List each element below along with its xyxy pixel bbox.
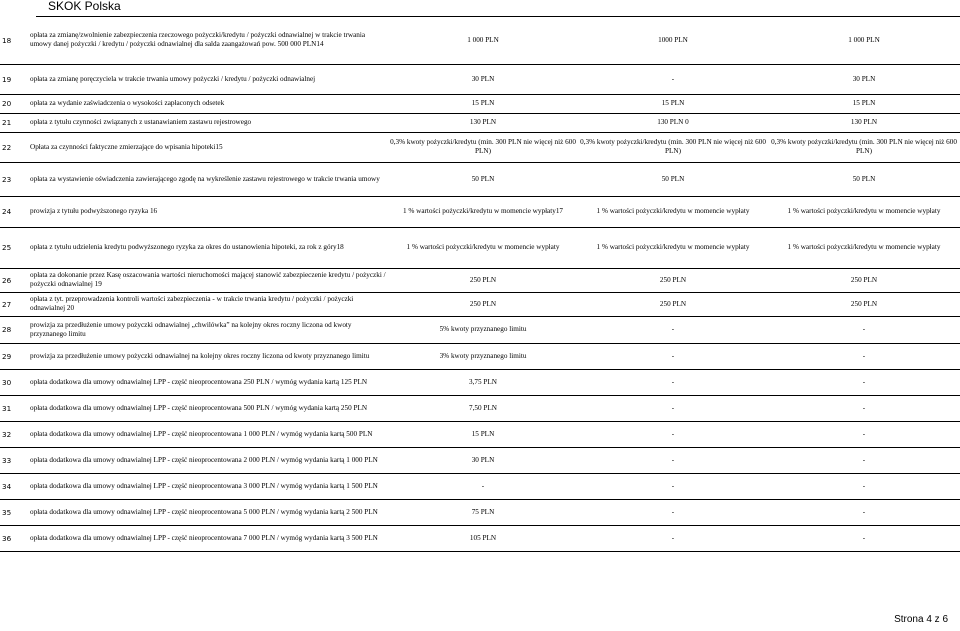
fee-value-2: 250 PLN — [578, 268, 768, 292]
fee-description: opłata za wystawienie oświadczenia zawierającego zgodę na wykreślenie zastawu rejestrowego w trakcie trwania umowy — [28, 162, 388, 196]
row-number: 25 — [0, 227, 28, 268]
row-number: 29 — [0, 343, 28, 369]
fee-value-1: 0,3% kwoty pożyczki/kredytu (min. 300 PLN nie więcej niż 600 PLN) — [388, 132, 578, 162]
fee-value-2: 0,3% kwoty pożyczki/kredytu (min. 300 PLN nie więcej niż 600 PLN) — [578, 132, 768, 162]
fee-value-3: 250 PLN — [768, 268, 960, 292]
table-row — [0, 268, 960, 292]
fee-value-1: 75 PLN — [388, 499, 578, 525]
fee-value-1: 30 PLN — [388, 447, 578, 473]
fee-description: opłata dodatkowa dla umowy odnawialnej LPP - część nieoprocentowana 7 000 PLN / wymóg wydania kartą 3 500 PLN — [28, 525, 388, 551]
row-number: 23 — [0, 162, 28, 196]
fee-value-2: - — [578, 343, 768, 369]
table-row — [0, 132, 960, 162]
table-row — [0, 94, 960, 113]
fee-value-1: 15 PLN — [388, 421, 578, 447]
row-number: 34 — [0, 473, 28, 499]
table-row — [0, 17, 960, 64]
fee-description: opłata za wydanie zaświadczenia o wysokości zapłaconych odsetek — [28, 94, 388, 113]
fee-value-3: 1 000 PLN — [768, 17, 960, 64]
table-row — [0, 343, 960, 369]
fee-description: Opłata za czynności faktyczne zmierzające do wpisania hipoteki15 — [28, 132, 388, 162]
header-title: SKOK Polska — [48, 0, 121, 13]
fee-value-1: 3,75 PLN — [388, 369, 578, 395]
fee-value-3: - — [768, 525, 960, 551]
fee-description: prowizja za przedłużenie umowy pożyczki odnawialnej na kolejny okres roczny liczona od kwoty przyznanego limitu — [28, 343, 388, 369]
fee-value-3: - — [768, 369, 960, 395]
fee-description: opłata dodatkowa dla umowy odnawialnej LPP - część nieoprocentowana 500 PLN / wymóg wydania kartą 250 PLN — [28, 395, 388, 421]
fee-value-3: 0,3% kwoty pożyczki/kredytu (min. 300 PLN nie więcej niż 600 PLN) — [768, 132, 960, 162]
row-number: 33 — [0, 447, 28, 473]
fee-value-2: 50 PLN — [578, 162, 768, 196]
fee-value-2: 1 % wartości pożyczki/kredytu w momencie wypłaty — [578, 227, 768, 268]
fee-value-1: 1 000 PLN — [388, 17, 578, 64]
fee-description: opłata za zmianę poręczyciela w trakcie trwania umowy pożyczki / kredytu / pożyczki odnawialnej — [28, 64, 388, 94]
fee-value-3: 15 PLN — [768, 94, 960, 113]
fee-value-3: - — [768, 447, 960, 473]
fee-description: opłata za dokonanie przez Kasę oszacowania wartości nieruchomości mającej stanowić zabezpieczenie kredytu / pożyczki / pożyczki odnawialnej 19 — [28, 268, 388, 292]
table-row — [0, 395, 960, 421]
fee-value-1: 130 PLN — [388, 113, 578, 132]
row-number: 30 — [0, 369, 28, 395]
fee-value-2: - — [578, 525, 768, 551]
table-row — [0, 292, 960, 316]
fee-description: prowizja za przedłużenie umowy pożyczki odnawialnej „chwilówka” na kolejny okres roczny liczona od kwoty przyznanego limitu — [28, 316, 388, 343]
fee-description: opłata z tyt. przeprowadzenia kontroli wartości zabezpieczenia - w trakcie trwania kredytu / pożyczki / pożyczki odnawialnej 20 — [28, 292, 388, 316]
fee-description: opłata z tytułu czynności związanych z ustanawianiem zastawu rejestrowego — [28, 113, 388, 132]
page-number: Strona 4 z 6 — [894, 614, 948, 625]
row-number: 19 — [0, 64, 28, 94]
fee-value-1: 30 PLN — [388, 64, 578, 94]
row-number: 18 — [0, 17, 28, 64]
fee-description: opłata z tytułu udzielenia kredytu podwyższonego ryzyka za okres do ustanowienia hipoteki, za rok z góry18 — [28, 227, 388, 268]
fee-value-1: 3% kwoty przyznanego limitu — [388, 343, 578, 369]
row-number: 22 — [0, 132, 28, 162]
fee-value-1: 250 PLN — [388, 292, 578, 316]
table-row — [0, 447, 960, 473]
table-row — [0, 64, 960, 94]
fee-value-3: - — [768, 316, 960, 343]
table-row — [0, 196, 960, 227]
row-number: 31 — [0, 395, 28, 421]
table-row — [0, 162, 960, 196]
fee-value-1: 1 % wartości pożyczki/kredytu w momencie wypłaty17 — [388, 196, 578, 227]
fee-value-3: - — [768, 421, 960, 447]
fee-description: prowizja z tytułu podwyższonego ryzyka 16 — [28, 196, 388, 227]
fee-description: opłata dodatkowa dla umowy odnawialnej LPP - część nieoprocentowana 3 000 PLN / wymóg wydania kartą 1 500 PLN — [28, 473, 388, 499]
table-row — [0, 525, 960, 551]
fee-value-1: - — [388, 473, 578, 499]
fee-value-3: - — [768, 473, 960, 499]
fee-value-3: - — [768, 499, 960, 525]
fee-value-1: 15 PLN — [388, 94, 578, 113]
fee-value-2: 15 PLN — [578, 94, 768, 113]
fee-value-2: - — [578, 369, 768, 395]
row-number: 28 — [0, 316, 28, 343]
page-header — [36, 0, 960, 17]
table-row — [0, 227, 960, 268]
page-footer — [894, 614, 948, 625]
table-row — [0, 113, 960, 132]
row-number: 20 — [0, 94, 28, 113]
row-number: 35 — [0, 499, 28, 525]
fee-value-3: 50 PLN — [768, 162, 960, 196]
fee-value-1: 5% kwoty przyznanego limitu — [388, 316, 578, 343]
table-row — [0, 499, 960, 525]
row-number: 32 — [0, 421, 28, 447]
fee-value-1: 1 % wartości pożyczki/kredytu w momencie wypłaty — [388, 227, 578, 268]
fee-value-3: 130 PLN — [768, 113, 960, 132]
fee-value-1: 7,50 PLN — [388, 395, 578, 421]
fee-description: opłata dodatkowa dla umowy odnawialnej LPP - część nieoprocentowana 5 000 PLN / wymóg wydania kartą 2 500 PLN — [28, 499, 388, 525]
fee-value-3: 250 PLN — [768, 292, 960, 316]
fee-value-2: - — [578, 499, 768, 525]
row-number: 27 — [0, 292, 28, 316]
row-number: 24 — [0, 196, 28, 227]
fee-description: opłata dodatkowa dla umowy odnawialnej LPP - część nieoprocentowana 1 000 PLN / wymóg wydania kartą 500 PLN — [28, 421, 388, 447]
fee-description: opłata dodatkowa dla umowy odnawialnej LPP - część nieoprocentowana 2 000 PLN / wymóg wydania kartą 1 000 PLN — [28, 447, 388, 473]
fee-value-3: 1 % wartości pożyczki/kredytu w momencie wypłaty — [768, 227, 960, 268]
fee-value-2: - — [578, 395, 768, 421]
row-number: 36 — [0, 525, 28, 551]
fee-value-3: 1 % wartości pożyczki/kredytu w momencie wypłaty — [768, 196, 960, 227]
fee-value-3: - — [768, 343, 960, 369]
fees-table — [0, 17, 960, 552]
fee-value-2: - — [578, 421, 768, 447]
fee-value-2: - — [578, 64, 768, 94]
fee-value-1: 105 PLN — [388, 525, 578, 551]
fee-value-2: - — [578, 447, 768, 473]
fee-description: opłata za zmianę/zwolnienie zabezpieczenia rzeczowego pożyczki/kredytu / pożyczki odnawialnej w trakcie trwania umowy danej pożyczki / kredytu / pożyczki odnawialnej dla salda zaangażowań pow. 500 000 PLN14 — [28, 17, 388, 64]
row-number: 26 — [0, 268, 28, 292]
table-row — [0, 421, 960, 447]
fee-value-2: 1000 PLN — [578, 17, 768, 64]
fee-value-2: - — [578, 316, 768, 343]
table-row — [0, 316, 960, 343]
fee-value-2: 130 PLN 0 — [578, 113, 768, 132]
fee-description: opłata dodatkowa dla umowy odnawialnej LPP - część nieoprocentowana 250 PLN / wymóg wydania kartą 125 PLN — [28, 369, 388, 395]
fee-value-3: - — [768, 395, 960, 421]
row-number: 21 — [0, 113, 28, 132]
table-row — [0, 473, 960, 499]
fee-value-3: 30 PLN — [768, 64, 960, 94]
table-row — [0, 369, 960, 395]
fee-value-2: 1 % wartości pożyczki/kredytu w momencie wypłaty — [578, 196, 768, 227]
fee-value-1: 250 PLN — [388, 268, 578, 292]
fee-value-1: 50 PLN — [388, 162, 578, 196]
fee-value-2: 250 PLN — [578, 292, 768, 316]
fee-value-2: - — [578, 473, 768, 499]
